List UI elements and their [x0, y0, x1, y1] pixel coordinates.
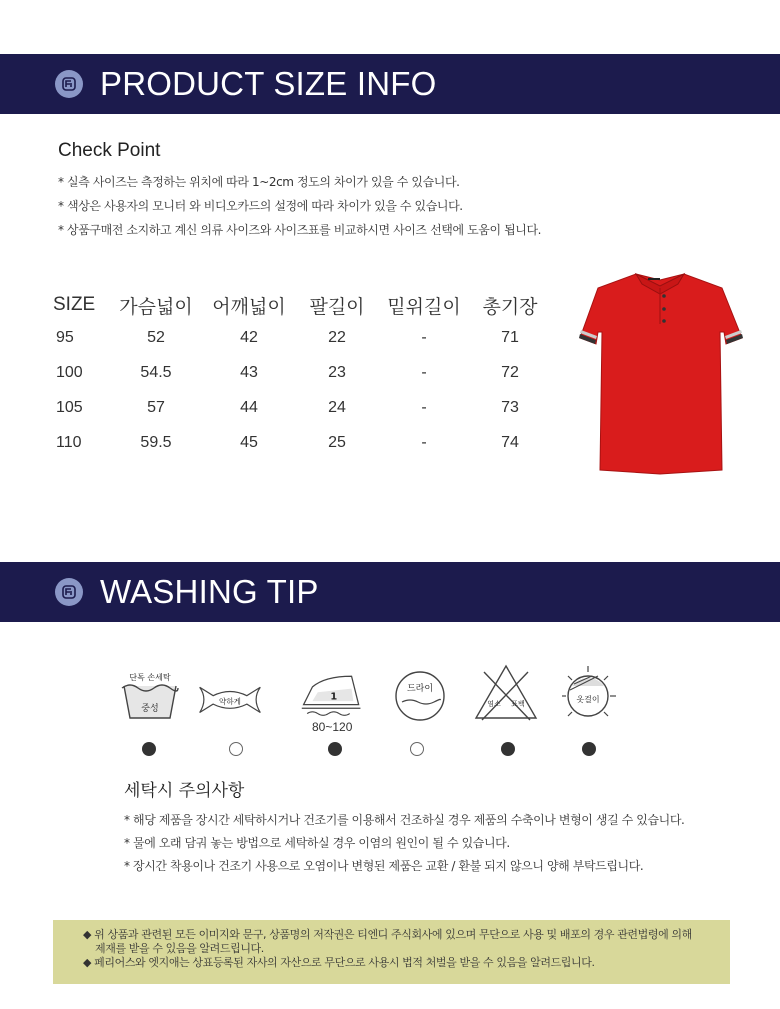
table-cell: 105	[56, 398, 83, 416]
table-cell: 24	[328, 398, 346, 416]
table-cell: 43	[240, 363, 258, 381]
caution-title: 세탁시 주의사항	[124, 781, 245, 801]
hand-wash-icon	[118, 664, 182, 724]
size-table	[48, 290, 550, 460]
header-cell: 밑위길이	[387, 296, 461, 318]
check-note: * 색상은 사용자의 모니터 와 비디오카드의 설정에 따라 차이가 있을 수 있습니다.	[58, 199, 463, 213]
washing-caution-block	[124, 776, 724, 878]
notice-line: ◆ 위 상품과 관련된 모든 이미지와 문구, 상품명의 저작권은 티엔디 주식회사에 있으며 무단으로 사용 및 배포의 경우 관련법령에 의해	[83, 928, 692, 941]
iron-indicator	[328, 742, 342, 756]
table-cell: 42	[240, 328, 258, 346]
gentle-wash-icon	[198, 664, 262, 724]
table-cell: 25	[328, 433, 346, 451]
brand-logo-icon	[55, 578, 83, 606]
table-cell: 71	[501, 328, 519, 346]
section-title: WASHING TIP	[100, 573, 319, 610]
copyright-notice	[53, 920, 730, 984]
table-cell: 44	[240, 398, 258, 416]
notice-line: 제재를 받을 수 있음을 알려드립니다.	[95, 942, 264, 955]
size-info-banner	[0, 54, 780, 114]
section-title: PRODUCT SIZE INFO	[100, 65, 437, 102]
check-note: * 실측 사이즈는 측정하는 위치에 따라 1~2cm 정도의 차이가 있을 수 있습니다.	[58, 175, 460, 189]
table-cell: 23	[328, 363, 346, 381]
svg-text:1: 1	[330, 691, 338, 703]
header-cell: 팔길이	[309, 296, 365, 318]
shade-dry-icon	[558, 664, 622, 724]
table-cell: 52	[147, 328, 165, 346]
svg-text:드라이: 드라이	[406, 684, 434, 694]
table-cell: 110	[56, 433, 82, 451]
table-cell: 95	[56, 328, 74, 346]
svg-text:중성: 중성	[141, 704, 159, 714]
svg-text:단독 손세탁: 단독 손세탁	[129, 673, 171, 682]
brand-logo-icon	[55, 70, 83, 98]
header-cell: 가슴넓이	[119, 296, 193, 318]
table-cell: 45	[240, 433, 258, 451]
hand-wash-indicator	[142, 742, 156, 756]
svg-text:표백: 표백	[511, 700, 525, 708]
no-bleach-indicator	[501, 742, 515, 756]
table-cell: 57	[147, 398, 165, 416]
header-cell: SIZE	[53, 294, 96, 315]
caution-note: * 물에 오래 담궈 놓는 방법으로 세탁하실 경우 이염의 원인이 될 수 있습니다.	[124, 836, 510, 850]
table-row	[48, 425, 550, 460]
notice-line: ◆ 페리어스와 엣지애는 상표등록된 자사의 자산으로 무단으로 사용시 법적 처벌을 받을 수 있음을 알려드립니다.	[83, 956, 595, 969]
table-row	[48, 320, 550, 355]
table-cell: -	[421, 328, 427, 346]
check-note: * 상품구매전 소지하고 계신 의류 사이즈와 사이즈표를 비교하시면 사이즈 선택에 도움이 됩니다.	[58, 223, 542, 237]
table-cell: 74	[501, 433, 519, 451]
dry-clean-indicator	[410, 742, 424, 756]
iron-icon	[300, 664, 364, 724]
table-header-row	[48, 290, 550, 320]
no-bleach-icon	[474, 664, 538, 724]
svg-text:약하게: 약하게	[219, 697, 241, 707]
caution-note: * 해당 제품을 장시간 세탁하시거나 건조기를 이용해서 건조하실 경우 제품의 수축이나 변형이 생길 수 있습니다.	[124, 813, 685, 827]
svg-text:염소: 염소	[487, 700, 501, 708]
polo-shirt-icon	[574, 266, 746, 476]
table-cell: -	[421, 398, 427, 416]
washing-icons	[118, 664, 628, 764]
table-cell: 59.5	[140, 433, 172, 451]
table-cell: 73	[501, 398, 519, 416]
table-cell: 54.5	[140, 363, 172, 381]
table-cell: 22	[328, 328, 346, 346]
gentle-wash-indicator	[229, 742, 243, 756]
header-cell: 총기장	[482, 296, 538, 318]
table-row	[48, 355, 550, 390]
svg-text:옷걸이: 옷걸이	[576, 695, 600, 704]
washing-tip-banner	[0, 562, 780, 622]
check-point-title: Check Point	[58, 140, 161, 161]
product-image	[574, 266, 746, 476]
dry-clean-icon	[390, 664, 454, 724]
caution-note: * 장시간 착용이나 건조기 사용으로 오염이나 변형된 제품은 교환 / 환불 되지 않으니 양해 부탁드립니다.	[124, 859, 644, 873]
check-point-block	[58, 140, 578, 242]
shade-dry-indicator	[582, 742, 596, 756]
table-row	[48, 390, 550, 425]
header-cell: 어깨넓이	[212, 296, 286, 318]
table-cell: 72	[501, 363, 519, 381]
iron-temperature: 80~120	[312, 720, 353, 734]
table-cell: 100	[56, 363, 83, 381]
table-cell: -	[421, 363, 427, 381]
table-cell: -	[421, 433, 427, 451]
